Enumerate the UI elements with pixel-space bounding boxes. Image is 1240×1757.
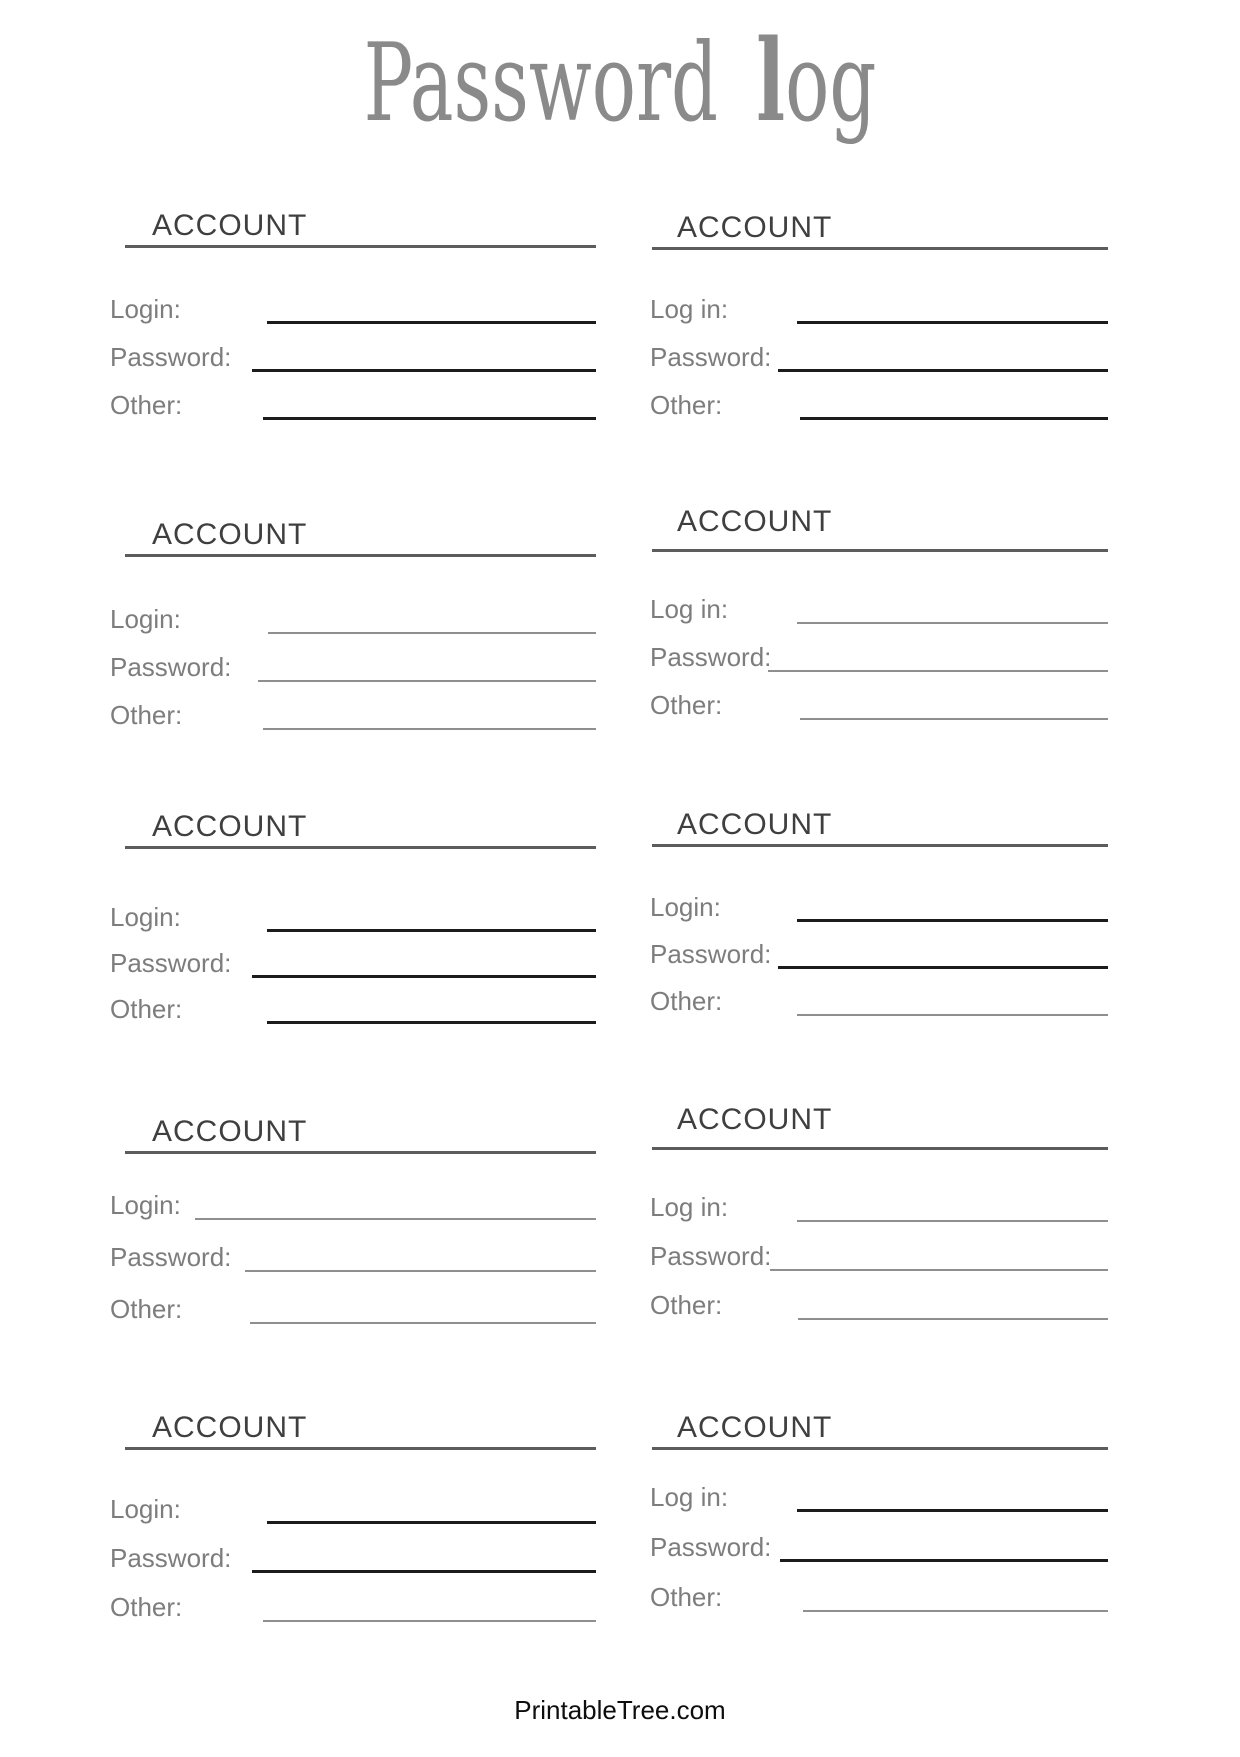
field-row [650,1173,1108,1222]
field-row [110,1475,596,1524]
field-row [110,682,596,730]
field-row [650,1271,1108,1320]
account-block [110,1407,596,1622]
field-row [650,576,1108,624]
login-line[interactable] [267,929,596,932]
password-label: Password: [650,342,772,372]
password-line[interactable] [770,1269,1108,1271]
account-heading: ACCOUNT [677,211,833,244]
field-row [650,1222,1108,1271]
other-label: Other: [650,1582,723,1612]
field-row [110,276,596,324]
login-label: Login: [110,1494,181,1524]
account-heading-rule [125,806,596,849]
field-row [110,586,596,634]
login-label: Log in: [650,594,729,624]
account-heading: ACCOUNT [677,505,833,538]
account-heading-rule [652,1407,1108,1450]
login-line[interactable] [267,321,596,324]
account-heading-rule [125,514,596,557]
field-row [650,372,1108,420]
password-line[interactable] [778,966,1108,969]
password-label: Password: [110,652,232,682]
field-row [650,922,1108,969]
password-line[interactable] [245,1270,596,1272]
field-row [650,324,1108,372]
account-heading: ACCOUNT [152,1411,308,1444]
login-label: Login: [110,1190,181,1220]
field-row [650,624,1108,672]
login-label: Login: [110,604,181,634]
other-line[interactable] [800,718,1108,720]
field-row [650,1512,1108,1562]
login-line[interactable] [797,622,1108,624]
account-heading-rule [652,207,1108,250]
account-heading: ACCOUNT [152,209,308,242]
account-heading-rule [652,1103,1108,1150]
field-row [650,969,1108,1016]
field-row [110,932,596,978]
other-line[interactable] [263,417,596,420]
other-label: Other: [110,390,183,420]
account-block [110,514,596,730]
login-line[interactable] [267,1521,596,1524]
other-label: Other: [650,390,723,420]
password-line[interactable] [252,369,596,372]
title-letter-l: l [756,16,786,147]
password-line[interactable] [252,975,596,978]
account-heading-rule [125,205,596,248]
password-line[interactable] [258,680,596,682]
login-line[interactable] [195,1218,596,1220]
password-line[interactable] [252,1570,596,1573]
password-label: Password: [650,642,772,672]
account-heading: ACCOUNT [677,808,833,841]
login-label: Login: [110,294,181,324]
field-row [110,1573,596,1622]
other-label: Other: [110,1294,183,1324]
account-block [650,207,1108,420]
footer [0,1695,1240,1726]
account-block [650,1103,1108,1320]
account-heading-rule [125,1407,596,1450]
account-heading: ACCOUNT [152,1115,308,1148]
account-block [650,505,1108,720]
field-row [110,324,596,372]
password-label: Password: [110,342,232,372]
field-row [110,372,596,420]
other-label: Other: [650,986,723,1016]
footer-site-text: PrintableTree.com [514,1695,726,1725]
other-line[interactable] [250,1322,596,1324]
field-row [650,276,1108,324]
title-word-og: og [785,21,877,146]
login-line[interactable] [797,919,1108,922]
login-label: Log in: [650,294,729,324]
other-label: Other: [650,1290,723,1320]
login-line[interactable] [268,632,596,634]
other-label: Other: [650,690,723,720]
other-label: Other: [110,700,183,730]
account-block [110,1111,596,1324]
account-heading-rule [125,1111,596,1154]
login-line[interactable] [797,321,1108,324]
other-line[interactable] [803,1610,1108,1612]
account-block [110,205,596,420]
field-row [110,634,596,682]
login-label: Log in: [650,1482,729,1512]
field-row [650,672,1108,720]
field-row [110,1524,596,1573]
password-label: Password: [650,1241,772,1271]
password-label: Password: [650,1532,772,1562]
field-row [110,978,596,1024]
account-heading: ACCOUNT [677,1103,833,1136]
other-label: Other: [110,994,183,1024]
password-line[interactable] [780,1559,1108,1562]
field-row [650,875,1108,922]
password-label: Password: [110,948,232,978]
login-label: Log in: [650,1192,729,1222]
other-line[interactable] [797,1014,1108,1016]
account-heading: ACCOUNT [152,810,308,843]
field-row [110,1272,596,1324]
other-line[interactable] [263,728,596,730]
account-block [650,804,1108,1016]
account-heading-rule [652,505,1108,552]
password-line[interactable] [768,670,1108,672]
password-line[interactable] [778,369,1108,372]
field-row [110,1220,596,1272]
login-label: Login: [650,892,721,922]
page-title [198,16,1041,147]
account-heading: ACCOUNT [677,1411,833,1444]
account-block [110,806,596,1024]
field-row [650,1462,1108,1512]
password-label: Password: [110,1242,232,1272]
other-line[interactable] [800,417,1108,420]
password-label: Password: [650,939,772,969]
login-line[interactable] [797,1509,1108,1512]
account-heading: ACCOUNT [152,518,308,551]
other-line[interactable] [267,1021,596,1024]
other-label: Other: [110,1592,183,1622]
field-row [110,1168,596,1220]
title-word-password: Password [363,21,719,146]
field-row [650,1562,1108,1612]
other-line[interactable] [798,1318,1108,1320]
field-row [110,886,596,932]
account-heading-rule [652,804,1108,847]
other-line[interactable] [263,1620,596,1622]
login-line[interactable] [797,1220,1108,1222]
login-label: Login: [110,902,181,932]
password-label: Password: [110,1543,232,1573]
account-block [650,1407,1108,1612]
